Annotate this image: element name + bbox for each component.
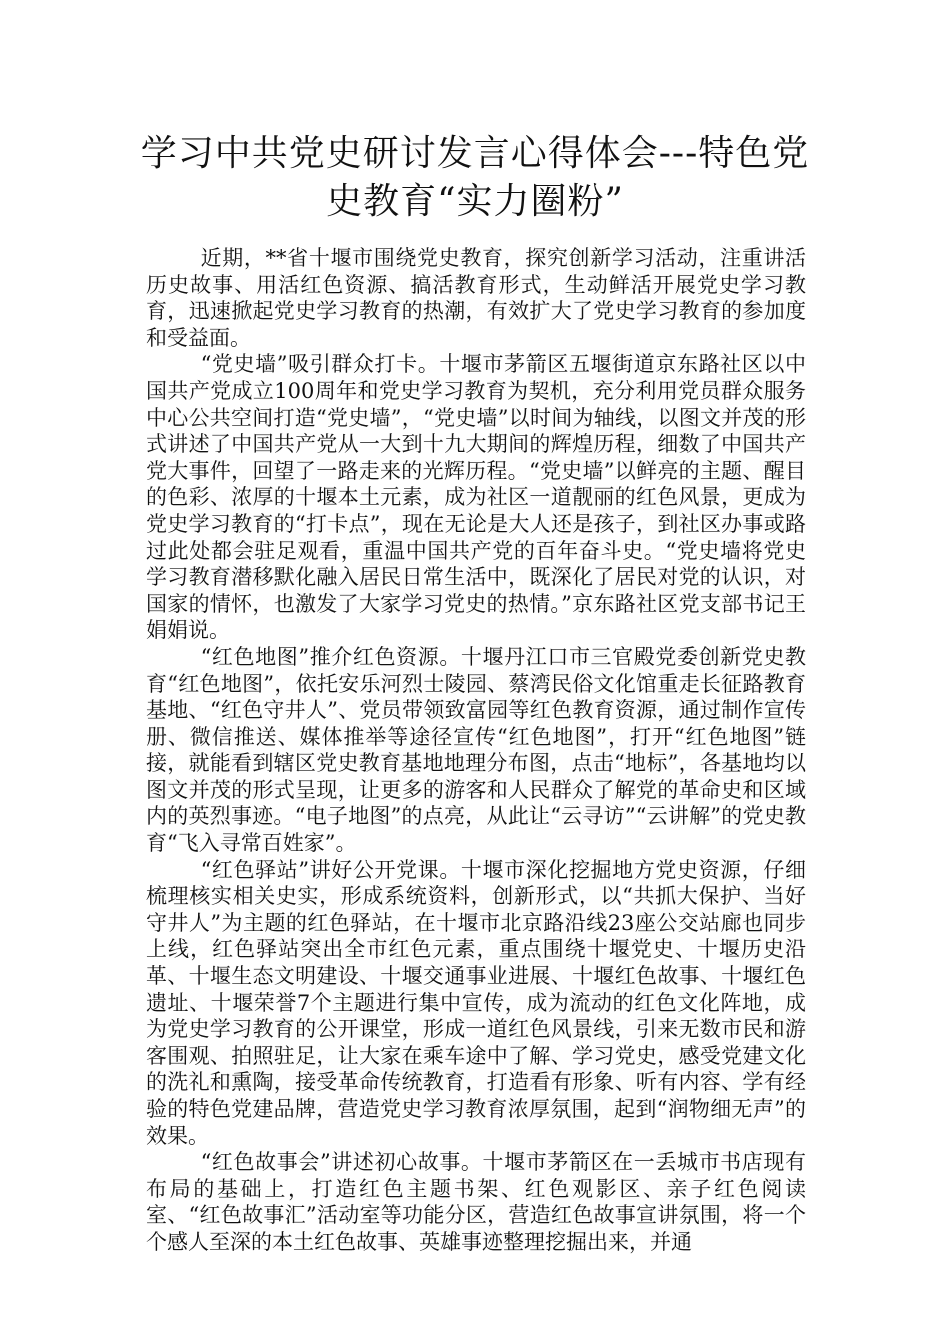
document-body — [146, 245, 806, 1256]
paragraph-red-story-club: “红色故事会”讲述初心故事。十堰市茅箭区在一丢城市书店现有布局的基础上，打造红色主题书架、红色观影区、亲子红色阅读室、“红色故事汇”活动室等功能分区，营造红色故事宣讲氛围，将一个个感人至深的本土红色故事、英雄事迹整理挖掘出来，并通 — [146, 1150, 806, 1254]
title-line-2: 史教育“实力圈粉” — [326, 181, 624, 222]
title-line-1: 学习中共党史研讨发言心得体会---特色党 — [140, 133, 810, 174]
paragraph-red-map: “红色地图”推介红色资源。十堰丹江口市三官殿党委创新党史教育“红色地图”，依托安乐河烈士陵园、蔡湾民俗文化馆重走长征路教育基地、“红色守井人”、党员带领致富园等红色教育资源，通过制作宣传册、微信推送、媒体推举等途径宣传“红色地图”，打开“红色地图”链接，就能看到辖区党史教育基地地理分布图，点击“地标”，各基地均以图文并茂的形式呈现，让更多的游客和人民群众了解党的革命史和区域内的英烈事迹。“电子地图”的点亮，从此让“云寻访”“云讲解”的党史教育“飞入寻常百姓家”。 — [146, 644, 806, 856]
paragraph-party-history-wall: “党史墙”吸引群众打卡。十堰市茅箭区五堰街道京东路社区以中国共产党成立100周年和党史学习教育为契机，充分利用党员群众服务中心公共空间打造“党史墙”，“党史墙”以时间为轴线，以图文并茂的形式讲述了中国共产党从一大到十九大期间的辉煌历程，细数了中国共产党大事件，回望了一路走来的光辉历程。“党史墙”以鲜亮的主题、醒目的色彩、浓厚的十堰本土元素，成为社区一道靓丽的红色风景，更成为党史学习教育的“打卡点”，现在无论是大人还是孩子，到社区办事或路过此处都会驻足观看，重温中国共产党的百年奋斗史。“党史墙将党史学习教育潜移默化融入居民日常生活中，既深化了居民对党的认识，对国家的情怀，也激发了大家学习党史的热情。”京东路社区党支部书记王娟娟说。 — [146, 352, 806, 643]
document-title — [130, 130, 820, 226]
paragraph-intro: 近期，**省十堰市围绕党史教育，探究创新学习活动，注重讲活历史故事、用活红色资源、搞活教育形式，生动鲜活开展党史学习教育，迅速掀起党史学习教育的热潮，有效扩大了党史学习教育的参加度和受益面。 — [146, 246, 806, 350]
paragraph-red-station: “红色驿站”讲好公开党课。十堰市深化挖掘地方党史资源，仔细梳理核实相关史实，形成系统资料，创新形式，以“共抓大保护、当好守井人”为主题的红色驿站，在十堰市北京路沿线23座公交站廊也同步上线，红色驿站突出全市红色元素，重点围绕十堰党史、十堰历史沿革、十堰生态文明建设、十堰交通事业进展、十堰红色故事、十堰红色遗址、十堰荣誉7个主题进行集中宣传，成为流动的红色文化阵地，成为党史学习教育的公开课堂，形成一道红色风景线，引来无数市民和游客围观、拍照驻足，让大家在乘车途中了解、学习党史，感受党建文化的洗礼和熏陶，接受革命传统教育，打造看有形象、听有内容、学有经验的特色党建品牌，营造党史学习教育浓厚氛围，起到“润物细无声”的效果。 — [146, 857, 806, 1148]
